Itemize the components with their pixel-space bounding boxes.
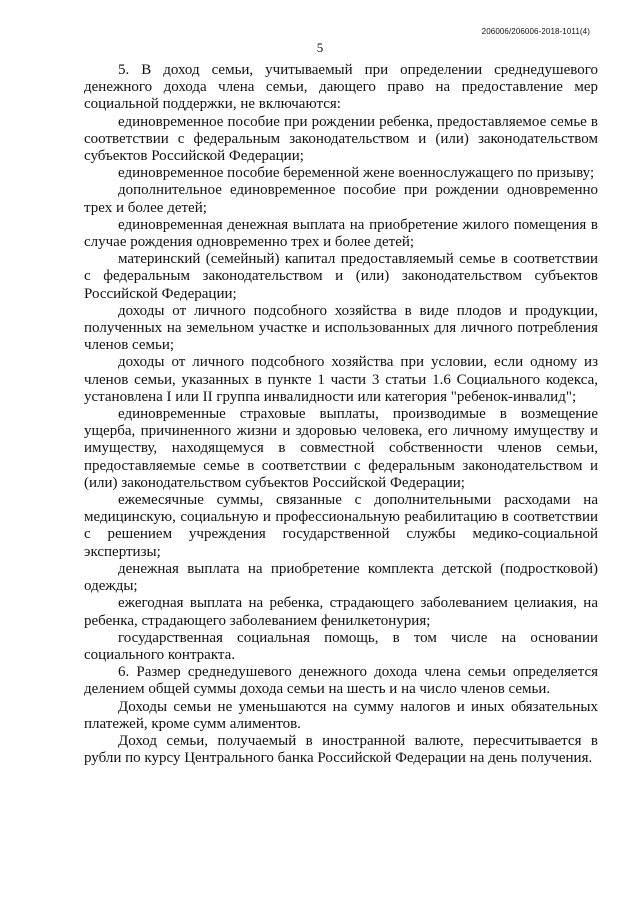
page-number: 5	[316, 40, 324, 55]
paragraph: доходы от личного подсобного хозяйства при условии, если одному из членов семьи, указанных в пункте 1 части 3 статьи 1.6 Социального кодекса, установлена I или II группа инвалидности или категория "ребенок-инвалид";	[84, 354, 598, 405]
paragraph: 6. Размер среднедушевого денежного дохода члена семьи определяется делением общей суммы дохода семьи на шесть и на число членов семьи.	[84, 664, 598, 698]
paragraph: ежегодная выплата на ребенка, страдающего заболеванием целиакия, на ребенка, страдающего заболеванием фенилкетонурия;	[84, 595, 598, 629]
paragraph: государственная социальная помощь, в том числе на основании социального контракта.	[84, 629, 598, 663]
document-body	[84, 62, 598, 767]
paragraph: 5. В доход семьи, учитываемый при определении среднедушевого денежного дохода члена семьи, дающего право на предоставление мер социальной поддержки, не включаются:	[84, 62, 598, 113]
document-id: 206006/206006-2018-1011(4)	[481, 27, 590, 36]
paragraph: денежная выплата на приобретение комплекта детской (подростковой) одежды;	[84, 560, 598, 595]
paragraph: единовременное пособие при рождении ребенка, предоставляемое семье в соответствии с федеральным законодательством и (или) законодательством субъектов Российской Федерации;	[84, 113, 598, 165]
paragraph: материнский (семейный) капитал предоставляемый семье в соответствии с федеральным законодательством и (или) законодательством субъектов Российской Федерации;	[84, 251, 598, 302]
paragraph: единовременные страховые выплаты, производимые в возмещение ущерба, причиненного жизни и здоровью человека, его личному имуществу и имуществу, находящемуся в совместной собственности членов семьи, предоставляемые семье в соответствии с федеральным законодательством и (или) законодательством субъектов Российской Федерации;	[84, 406, 598, 491]
paragraph: дополнительное единовременное пособие при рождении одновременно трех и более детей;	[84, 182, 598, 216]
paragraph: Доходы семьи не уменьшаются на сумму налогов и иных обязательных платежей, кроме сумм алиментов.	[84, 698, 598, 732]
paragraph: ежемесячные суммы, связанные с дополнительными расходами на медицинскую, социальную и профессиональную реабилитацию в соответствии с решением учреждения государственной службы медико-социальной экспертизы;	[84, 492, 598, 560]
paragraph: единовременная денежная выплата на приобретение жилого помещения в случае рождения одновременно трех и более детей;	[84, 216, 598, 251]
paragraph: доходы от личного подсобного хозяйства в виде плодов и продукции, полученных на земельном участке и использованных для личного потребления членов семьи;	[84, 302, 598, 354]
paragraph: Доход семьи, получаемый в иностранной валюте, пересчитывается в рубли по курсу Центрального банка Российской Федерации на день получения.	[84, 732, 598, 767]
paragraph: единовременное пособие беременной жене военнослужащего по призыву;	[118, 165, 595, 182]
